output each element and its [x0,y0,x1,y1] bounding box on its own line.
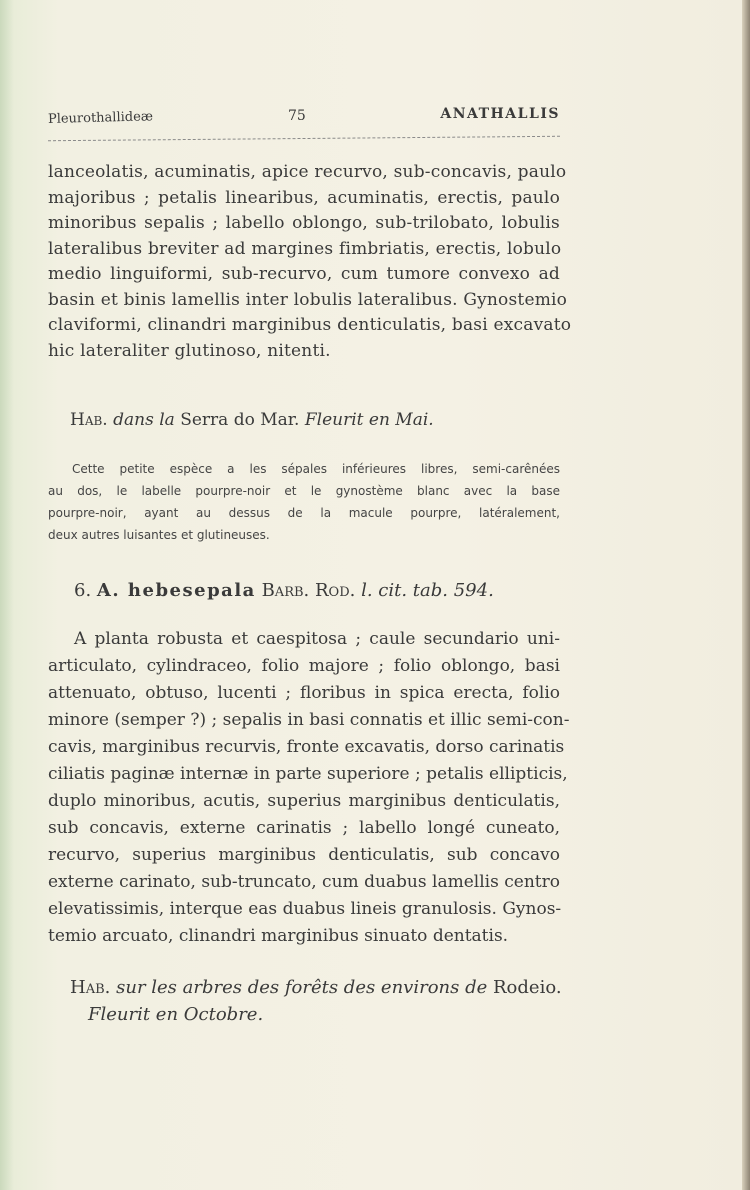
species-number: 6. [74,580,92,601]
habitat-italic: sur les arbres des forêts des environs de [116,977,488,998]
header-genus-title: ANATHALLIS [440,106,560,122]
flowering-time: Fleurit en Octobre. [88,1004,264,1025]
habitat-line [70,974,560,1001]
species-name: A. hebesepala [96,580,256,601]
text-line: claviformi, clinandri marginibus denticulatis, basi excavato [48,315,572,335]
page-number: 75 [288,108,306,124]
habitat-italic: dans la [113,410,175,430]
text-line: sub concavis, externe carinatis ; labello longé cuneato, [48,818,560,838]
species-heading [74,580,554,601]
text-line: externe carinato, sub-truncato, cum duabus lamellis centro [48,872,560,892]
page-gutter-shadow [0,0,14,1190]
page-edge [742,0,750,1190]
habitat-line-1 [70,410,540,430]
text-line: medio linguiformi, sub-recurvo, cum tumore convexo ad [48,264,560,284]
text-line: lateralibus breviter ad margines fimbriatis, erectis, lobulo [48,238,562,259]
habitat-place: Rodeio. [493,977,562,998]
text-line: ciliatis paginæ internæ in parte superiore ; petalis ellipticis, [48,764,568,784]
text-line: attenuato, obtuso, lucenti ; floribus in spica erecta, folio [48,683,560,703]
description-paragraph-2 [48,626,570,950]
note-line: au dos, le labelle pourpre-noir et le gynostème blanc avec la base [48,484,560,498]
text-line: minoribus sepalis ; labello oblongo, sub-trilobato, lobulis [48,213,560,233]
text-line: majoribus ; petalis linearibus, acuminatis, erectis, paulo [48,187,560,208]
text-line: A planta robusta et caespitosa ; caule secundario uni- [74,629,560,649]
text-line: hic lateraliter glutinoso, nitenti. [48,340,331,361]
note-line: deux autres luisantes et glutineuses. [48,528,270,542]
running-header [48,106,560,130]
note-line: pourpre-noir, ayant au dessus de la macule pourpre, latéralement, [48,506,560,520]
text-line: basin et binis lamellis inter lobulis lateralibus. Gynostemio [48,289,568,310]
flowering-time: Fleurit en Mai. [304,410,434,430]
header-section-title: Pleurothallideæ [47,109,154,127]
description-paragraph-1 [48,160,572,364]
text-line: temio arcuato, clinandri marginibus sinuato dentatis. [48,926,509,946]
text-line: duplo minoribus, acutis, superius marginibus denticulatis, [48,791,560,811]
text-line: cavis, marginibus recurvis, fronte excavatis, dorso carinatis [48,737,565,757]
note-line: Cette petite espèce a les sépales inférieures libres, semi-carênées [72,462,560,476]
text-line: elevatissimis, interque eas duabus lineis granulosis. Gynos- [48,899,562,919]
french-note [48,458,560,546]
habitat-line-2 [70,974,560,1028]
text-line: lanceolatis, acuminatis, apice recurvo, sub-concavis, paulo [48,162,567,182]
text-line: minore (semper ?) ; sepalis in basi connatis et illic semi-con- [48,710,570,730]
hab-label: Hab. [70,977,111,998]
species-citation: l. cit. tab. 594. [361,580,494,601]
text-line: articulato, cylindraceo, folio majore ; folio oblongo, basi [48,656,560,676]
text-line: recurvo, superius marginibus denticulatis, sub concavo [48,845,560,865]
habitat-place: Serra do Mar. [180,410,300,430]
hab-label: Hab. [70,410,108,430]
species-author: Barb. Rod. [261,580,356,601]
